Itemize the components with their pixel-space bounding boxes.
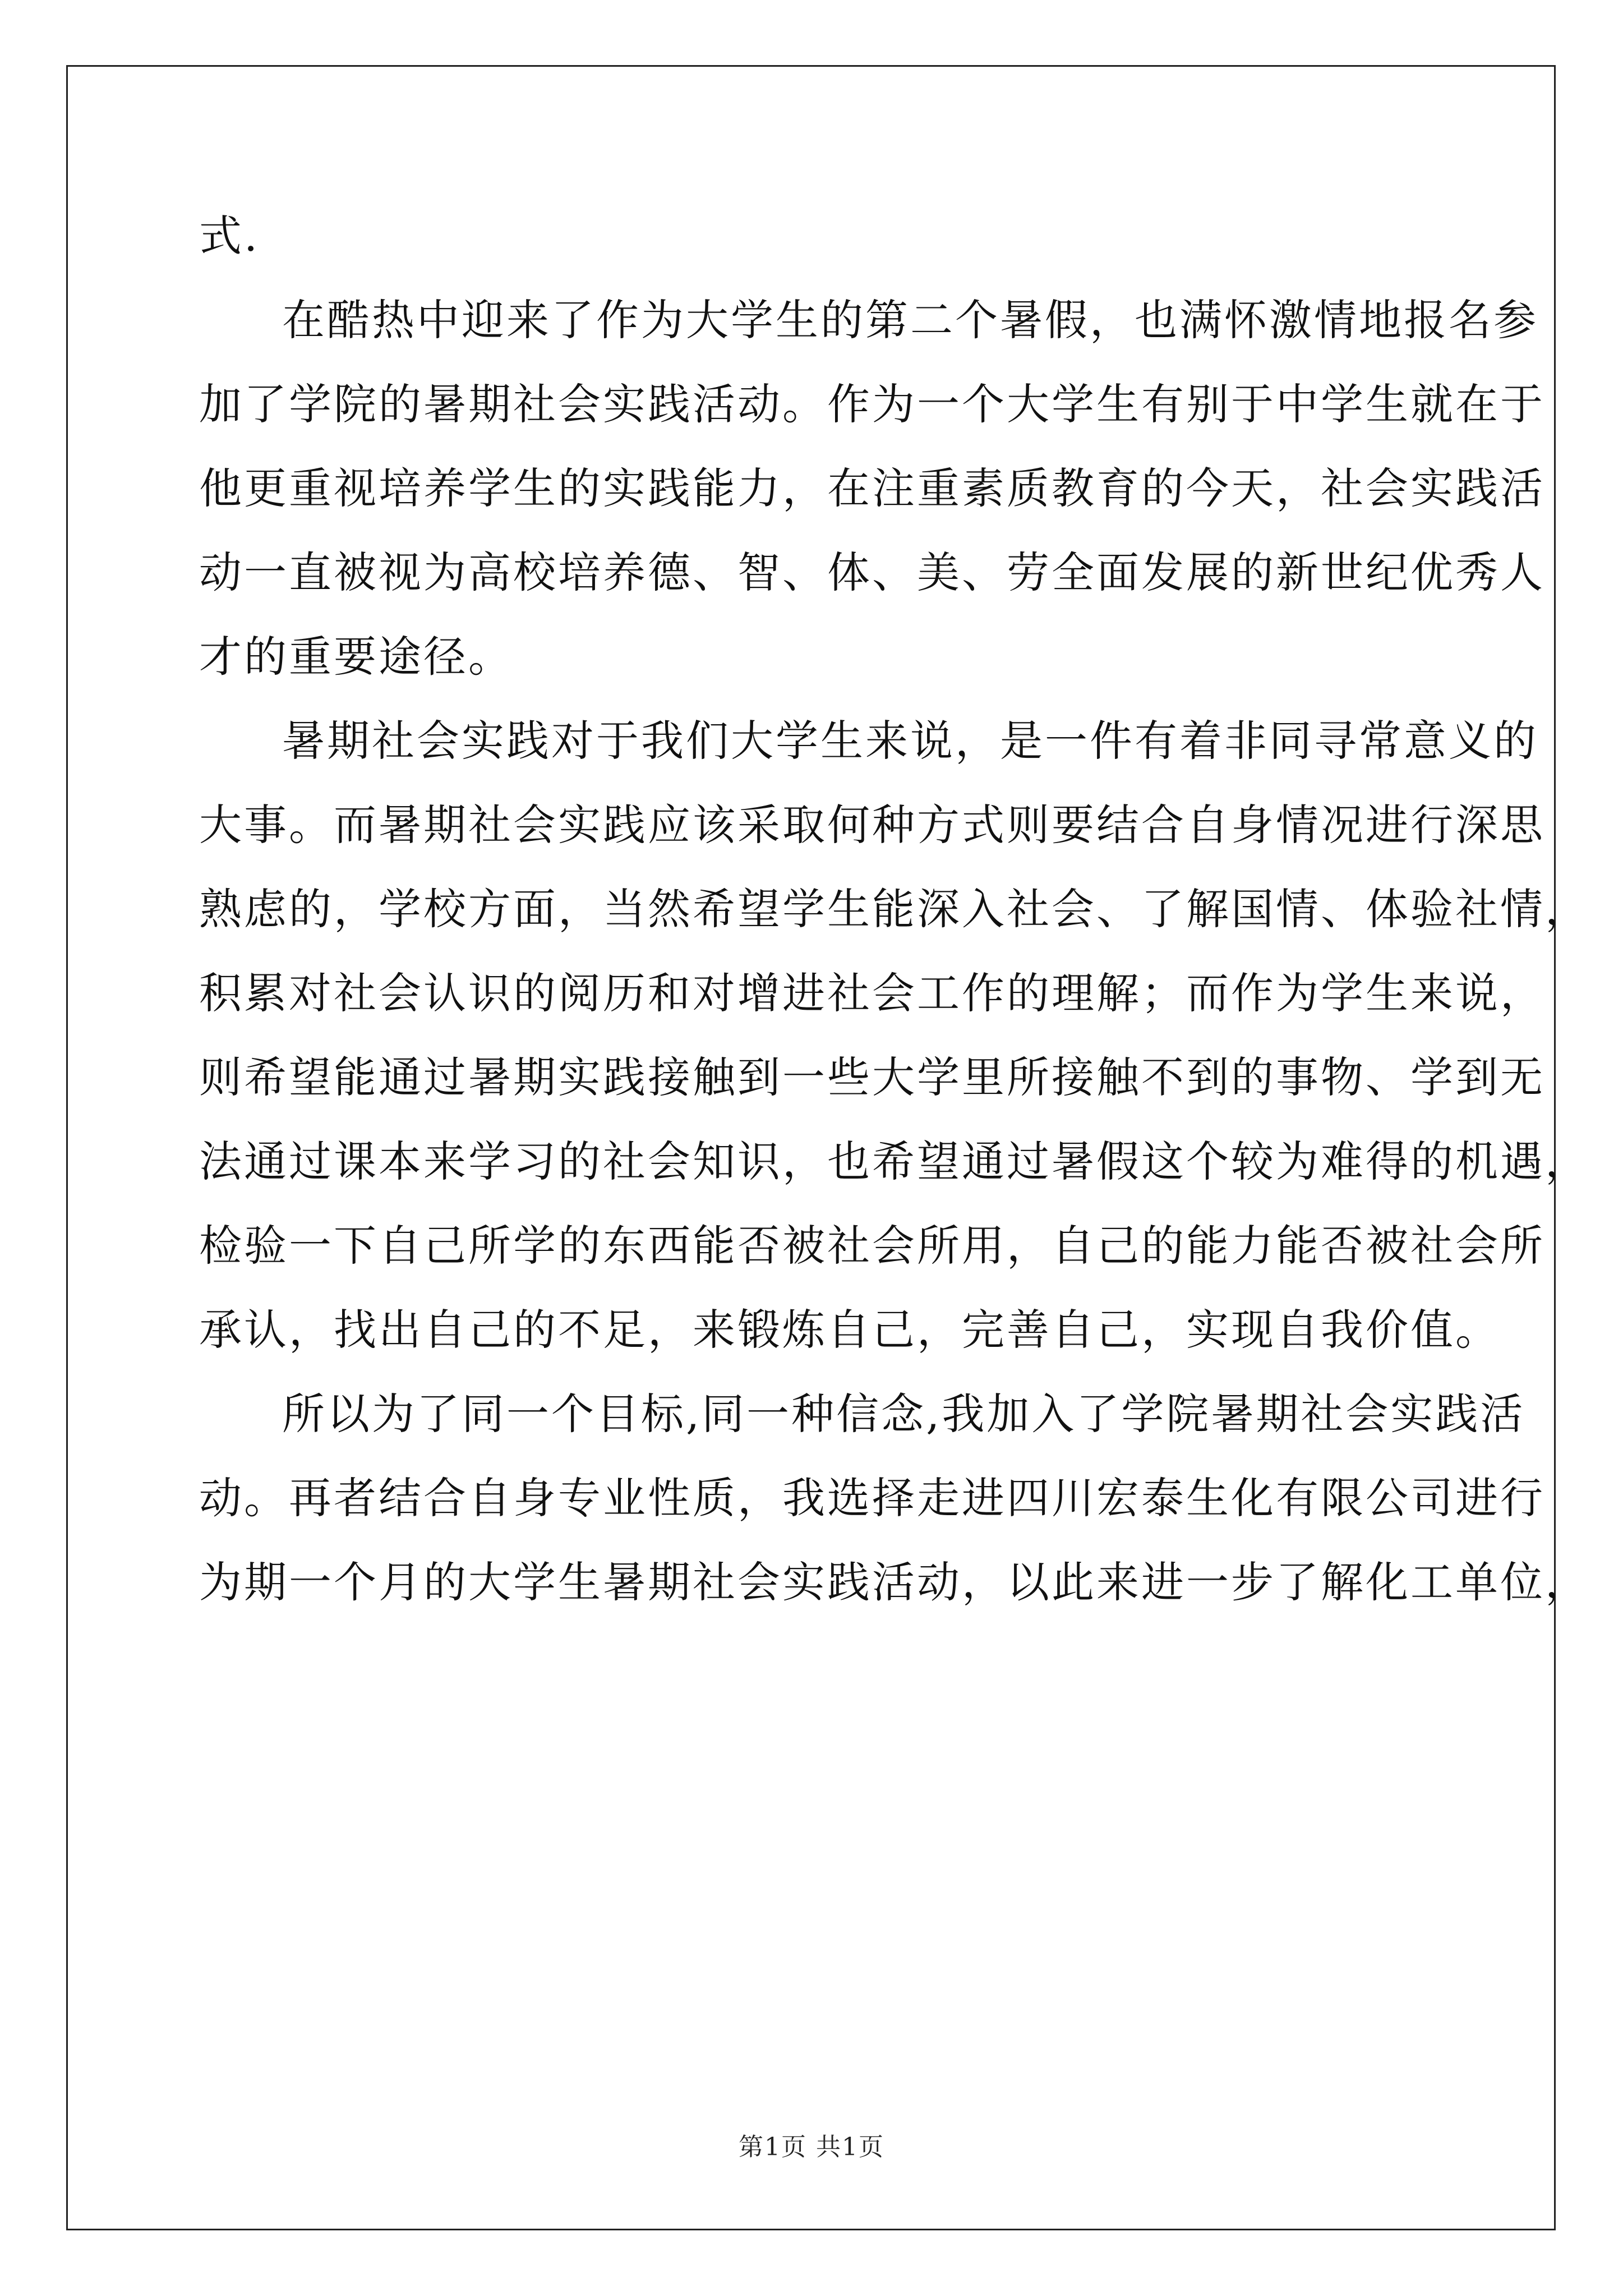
text-line: 承认，找出自己的不足，来锻炼自己，完善自己，实现自我价值。	[199, 1305, 1500, 1355]
text-line: 检验一下自己所学的东西能否被社会所用，自己的能力能否被社会所	[199, 1221, 1545, 1271]
text-line: 式.	[199, 211, 260, 261]
text-line: 动一直被视为高校培养德、智、体、美、劳全面发展的新世纪优秀人	[199, 547, 1545, 597]
text-line: 加了学院的暑期社会实践活动。作为一个大学生有别于中学生就在于	[199, 379, 1545, 429]
text-line: 才的重要途径。	[199, 632, 513, 682]
text-line: 为期一个月的大学生暑期社会实践活动，以此来进一步了解化工单位，	[199, 1557, 1590, 1607]
text-line: 法通过课本来学习的社会知识，也希望通过暑假这个较为难得的机遇，	[199, 1137, 1590, 1186]
paragraph-first-line: 所以为了同一个目标,同一种信念,我加入了学院暑期社会实践活	[282, 1389, 1525, 1439]
text-line: 动。再者结合自身专业性质，我选择走进四川宏泰生化有限公司进行	[199, 1473, 1545, 1523]
page-number-footer: 第1页 共1页	[739, 2133, 884, 2161]
text-line: 积累对社会认识的阅历和对增进社会工作的理解；而作为学生来说，	[199, 968, 1545, 1018]
text-line: 则希望能通过暑期实践接触到一些大学里所接触不到的事物、学到无	[199, 1052, 1545, 1102]
paragraph-first-line: 暑期社会实践对于我们大学生来说，是一件有着非同寻常意义的	[282, 716, 1538, 766]
text-line: 大事。而暑期社会实践应该采取何种方式则要结合自身情况进行深思	[199, 800, 1545, 850]
paragraph-first-line: 在酷热中迎来了作为大学生的第二个暑假，也满怀激情地报名参	[282, 295, 1538, 345]
text-line: 他更重视培养学生的实践能力，在注重素质教育的今天，社会实践活	[199, 463, 1545, 513]
text-line: 熟虑的，学校方面，当然希望学生能深入社会、了解国情、体验社情，	[199, 884, 1590, 934]
